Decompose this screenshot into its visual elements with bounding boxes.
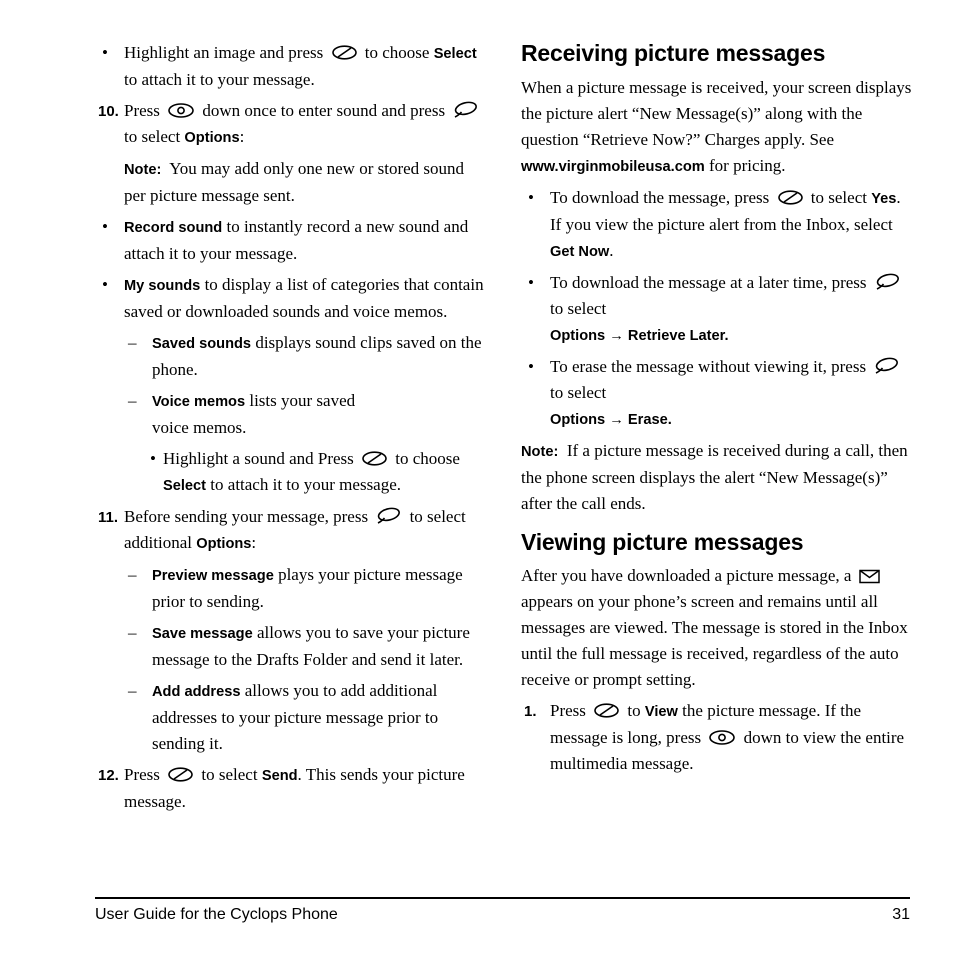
list-item xyxy=(521,354,915,433)
keyword-text: Select xyxy=(163,478,207,494)
body-text: to choose xyxy=(391,449,460,468)
body-text: to select xyxy=(197,765,262,784)
keyword-text: Options xyxy=(196,536,252,552)
body-text: . If you view the picture alert from the Inbox, select xyxy=(550,187,901,234)
body-text: allows you to save your picture message to the Drafts Folder and send it later. xyxy=(152,623,470,669)
body-text: for pricing. xyxy=(704,155,786,175)
keyword-text: View xyxy=(644,704,678,721)
item-text xyxy=(124,762,485,815)
body-text: to select xyxy=(550,382,607,402)
body-text: to display a list of categories that contain saved or downloaded sounds and voice memos. xyxy=(124,275,484,321)
body-text: Highlight a sound and Press xyxy=(163,449,359,468)
item-bullet: • xyxy=(102,217,108,236)
item-bullet: – xyxy=(128,623,137,642)
item-number: 11. xyxy=(98,509,119,526)
list-item xyxy=(95,214,485,267)
body-text: Press xyxy=(550,701,591,721)
item-bullet: • xyxy=(150,449,156,468)
body-text: to choose xyxy=(360,43,434,62)
body-text: to attach it to your message. xyxy=(124,70,315,89)
item-number: 1. xyxy=(524,703,537,721)
ok-key-icon xyxy=(593,702,620,719)
options-key-icon xyxy=(452,101,479,119)
keyword-text: Saved sounds xyxy=(152,336,252,352)
keyword-text: Send xyxy=(261,768,298,784)
body-text: Before sending your message, press xyxy=(124,507,373,526)
body-text: to xyxy=(623,701,645,721)
keyword-text: Options → Retrieve Later. xyxy=(550,327,729,344)
body-text: You may add only one new or stored sound per picture message sent. xyxy=(124,159,465,205)
left-column xyxy=(95,40,485,820)
note-paragraph xyxy=(124,156,485,209)
body-text: lists your saved xyxy=(245,391,356,410)
body-text: appears on your phone’s screen and remains until all messages are viewed. The message is stored in the Inbox until the full message is received, regardless of the auto receive or prompt setting. xyxy=(521,592,908,690)
keyword-text: Voice memos xyxy=(152,394,246,410)
list-item xyxy=(95,40,485,93)
list-item xyxy=(128,678,485,757)
ok-key-icon xyxy=(331,44,358,61)
keyword-text: Record sound xyxy=(124,220,223,236)
keyword-text: Add address xyxy=(152,684,241,700)
item-bullet: • xyxy=(102,275,108,294)
ok-key-icon xyxy=(167,766,194,783)
list-item xyxy=(95,272,485,325)
keyword-text: Note: xyxy=(124,162,162,178)
body-text: to instantly record a new sound and attach it to your message. xyxy=(124,217,469,263)
list-item xyxy=(95,762,485,815)
nav-key-icon xyxy=(708,729,736,746)
item-text xyxy=(152,678,485,757)
list-item xyxy=(128,562,485,615)
ok-key-icon xyxy=(361,450,388,467)
keyword-text: Note: xyxy=(521,443,559,460)
list-item xyxy=(150,446,485,499)
item-bullet: • xyxy=(528,187,534,207)
item-text xyxy=(152,620,485,673)
body-text: down to view the entire multimedia message. xyxy=(550,728,905,774)
list-item xyxy=(128,330,485,383)
item-text xyxy=(124,98,485,151)
page-footer xyxy=(95,897,910,924)
item-bullet: – xyxy=(128,391,137,410)
item-text xyxy=(550,270,915,349)
section-heading: Receiving picture messages xyxy=(521,40,826,66)
footer-title: User Guide for the Cyclops Phone xyxy=(95,906,338,923)
item-text xyxy=(124,272,485,325)
item-text xyxy=(152,562,485,615)
section-heading: Viewing picture messages xyxy=(521,528,804,555)
body-text: to attach it to your message. xyxy=(206,475,402,494)
body-text: To download the message, press xyxy=(550,187,774,207)
item-bullet: – xyxy=(128,333,137,352)
body-text: plays your picture message prior to sending. xyxy=(152,565,463,611)
body-text: the picture message. If the message is long, press xyxy=(550,701,862,748)
body-text: voice memos. xyxy=(152,418,247,437)
list-item xyxy=(95,504,485,557)
list-item xyxy=(95,98,485,151)
item-bullet: – xyxy=(128,565,137,584)
options-key-icon xyxy=(375,507,402,525)
keyword-text: Save message xyxy=(152,626,253,642)
item-text xyxy=(152,330,485,383)
paragraph xyxy=(521,75,915,180)
keyword-text: www.virginmobileusa.com xyxy=(521,158,705,175)
body-text: Highlight an image and press xyxy=(124,43,328,62)
body-text: : xyxy=(239,127,245,146)
item-text xyxy=(124,40,485,93)
body-text: To download the message at a later time, press xyxy=(550,272,871,292)
list-item xyxy=(128,388,485,441)
item-bullet: • xyxy=(528,272,534,292)
item-text xyxy=(124,504,485,557)
item-text xyxy=(550,698,915,777)
nav-key-icon xyxy=(167,102,195,119)
item-text xyxy=(163,446,485,499)
keyword-text: Get Now xyxy=(550,243,610,260)
item-number: 10. xyxy=(98,103,119,120)
item-bullet: – xyxy=(128,681,137,700)
body-text: displays sound clips saved on the phone. xyxy=(152,333,482,379)
keyword-text: Yes xyxy=(871,190,897,207)
keyword-text: Options → Erase. xyxy=(550,411,672,428)
item-text xyxy=(550,185,915,265)
item-text xyxy=(124,214,485,267)
ok-key-icon xyxy=(777,189,804,206)
item-text xyxy=(152,388,485,441)
keyword-text: My sounds xyxy=(124,278,201,294)
paragraph xyxy=(521,563,915,693)
body-text: down once to enter sound and press xyxy=(198,101,450,120)
body-text: . xyxy=(609,240,614,260)
body-text: Press xyxy=(124,765,165,784)
keyword-text: Select xyxy=(433,46,477,62)
body-text: to select additional xyxy=(124,507,466,552)
body-text: Press xyxy=(124,101,165,120)
item-bullet: • xyxy=(528,356,534,376)
envelope-icon xyxy=(859,569,880,584)
list-item xyxy=(521,698,915,777)
body-text: to select xyxy=(124,127,185,146)
footer-page-number: 31 xyxy=(892,906,910,923)
body-text: : xyxy=(251,533,257,552)
body-text: allows you to add additional addresses to your picture message prior to sending it. xyxy=(152,681,439,753)
keyword-text: Preview message xyxy=(152,568,274,584)
body-text: to select xyxy=(550,298,607,318)
options-key-icon xyxy=(873,357,900,375)
body-text: If a picture message is received during a call, then the phone screen displays the alert “New Message(s)” after the call ends. xyxy=(521,440,908,513)
item-number: 12. xyxy=(98,767,119,784)
keyword-text: Options xyxy=(184,130,240,146)
item-bullet: • xyxy=(102,43,108,62)
body-text: When a picture message is received, your screen displays the picture alert “New Message(s)” along with the question “Retrieve Now?” Charges apply. See xyxy=(521,77,912,149)
body-text: To erase the message without viewing it, press xyxy=(550,356,871,376)
body-text: to select xyxy=(806,187,872,207)
options-key-icon xyxy=(874,273,901,291)
list-item xyxy=(521,270,915,349)
note-paragraph xyxy=(521,438,915,517)
right-column xyxy=(521,40,915,820)
body-text: . This sends your picture message. xyxy=(124,765,465,811)
body-text: After you have downloaded a picture message, a xyxy=(521,566,856,586)
item-text xyxy=(550,354,915,433)
two-column-layout xyxy=(95,40,915,820)
list-item xyxy=(128,620,485,673)
list-item xyxy=(521,185,915,265)
